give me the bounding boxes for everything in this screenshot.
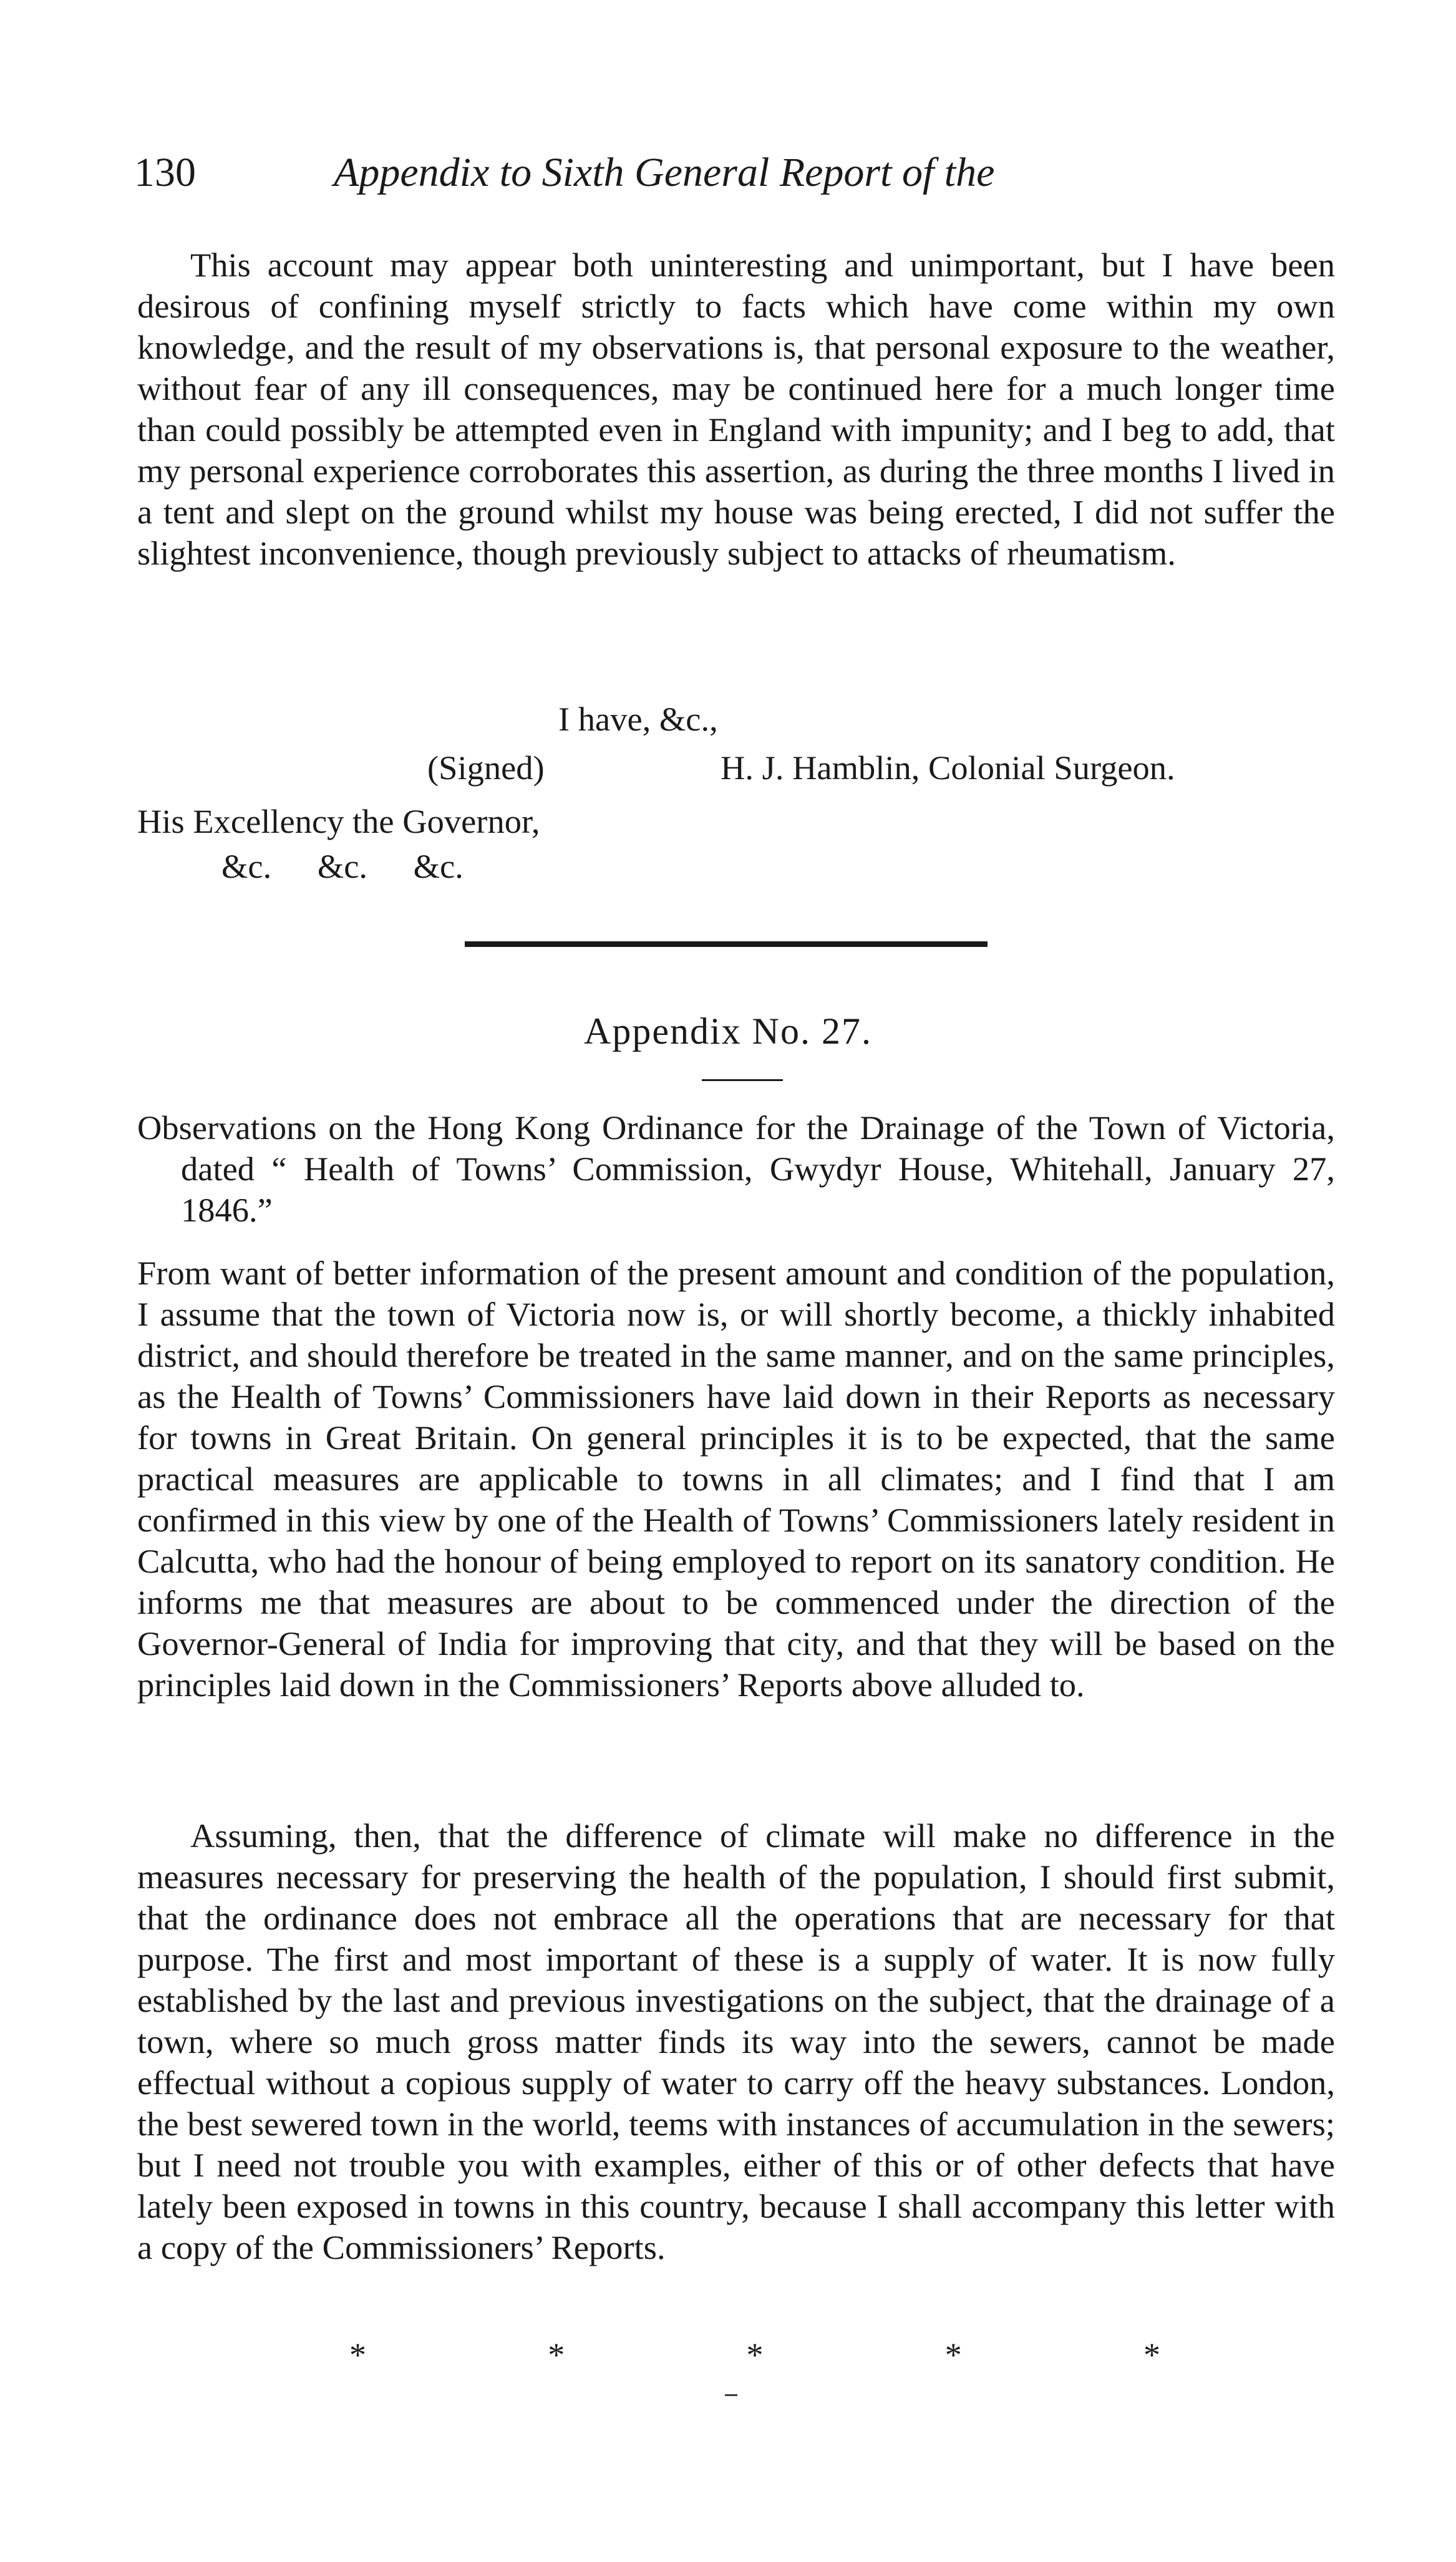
section-divider (465, 941, 988, 947)
letter-closing: I have, &c., (558, 700, 718, 738)
addressee-etc: &c. &c. &c. (221, 847, 463, 885)
omission-star: * (944, 2336, 962, 2374)
letter-paragraph: This account may appear both uninteresting and unimportant, but I have been desirous of confining myself strictly to facts which have come within my own knowledge, and the result of my observations is, that personal exposure to the weather, without fear of any ill consequences, may be continued here for a much longer time than could possibly be attempted even in England with impunity; and I beg to add, that my personal experience corroborates this assertion, as during the three months I lived in a tent and slept on the ground whilst my house was being erected, I did not suffer the slightest inconvenience, though previously subject to attacks of rheumatism. (137, 246, 1335, 572)
appendix-title: Appendix No. 27. (584, 1011, 872, 1052)
page-header (134, 145, 1319, 201)
appendix-paragraph-1: From want of better information of the present amount and condition of the population, I assume that the town of Victoria now is, or will shortly become, a thickly inhabited district, and should therefore be treated in the same manner, and on the same principles, as the Health of Towns’ Commissioners have laid down in their Reports as necessary for towns in Great Britain. On general principles it is to be expected, that the same practical measures are applicable to towns in all climates; and I find that I am confirmed in this view by one of the Health of Towns’ Commissioners lately resident in Calcutta, who had the honour of being employed to report on its sanatory condition. He informs me that measures are about to be commenced under the direction of the Governor-General of India for improving that city, and that they will be based on the principles laid down in the Commissioners’ Reports above alluded to. (137, 1254, 1335, 1704)
page-number: 130 (134, 150, 196, 195)
letter-addressee: His Excellency the Governor, (137, 802, 540, 840)
appendix-paragraph-2: Assuming, then, that the difference of climate will make no difference in the measures necessary for preserving the health of the population, I should first submit, that the ordinance does not embrace all the operations that are necessary for that purpose. The first and most important of these is a supply of water. It is now fully established by the last and previous investigations on the subject, that the drainage of a town, where so much gross matter finds its way into the sewers, cannot be made effectual without a copious supply of water to carry off the heavy substances. London, the best sewered town in the world, teems with instances of accumulation in the sewers; but I need not trouble you with examples, either of this or of other defects that have lately been exposed in towns in this country, because I shall accompany this letter with a copy of the Commissioners’ Reports. (137, 1817, 1335, 2266)
omission-marks (349, 2336, 1160, 2374)
letter-signer: H. J. Hamblin, Colonial Surgeon. (721, 749, 1175, 787)
omission-star: * (548, 2336, 565, 2374)
observations-heading: Observations on the Hong Kong Ordinance for the Drainage of the Town of Victoria, dated “ Health of Towns’ Commission, Gwydyr House, Whitehall, January 27, 1846.” (137, 1109, 1335, 1229)
footer-mark (725, 2394, 737, 2396)
title-rule (702, 1079, 783, 1081)
signed-label: (Signed) (427, 749, 545, 787)
running-title: Appendix to Sixth General Report of the (334, 150, 995, 195)
omission-star: * (349, 2336, 366, 2374)
omission-star: * (746, 2336, 764, 2374)
omission-star: * (1143, 2336, 1160, 2374)
